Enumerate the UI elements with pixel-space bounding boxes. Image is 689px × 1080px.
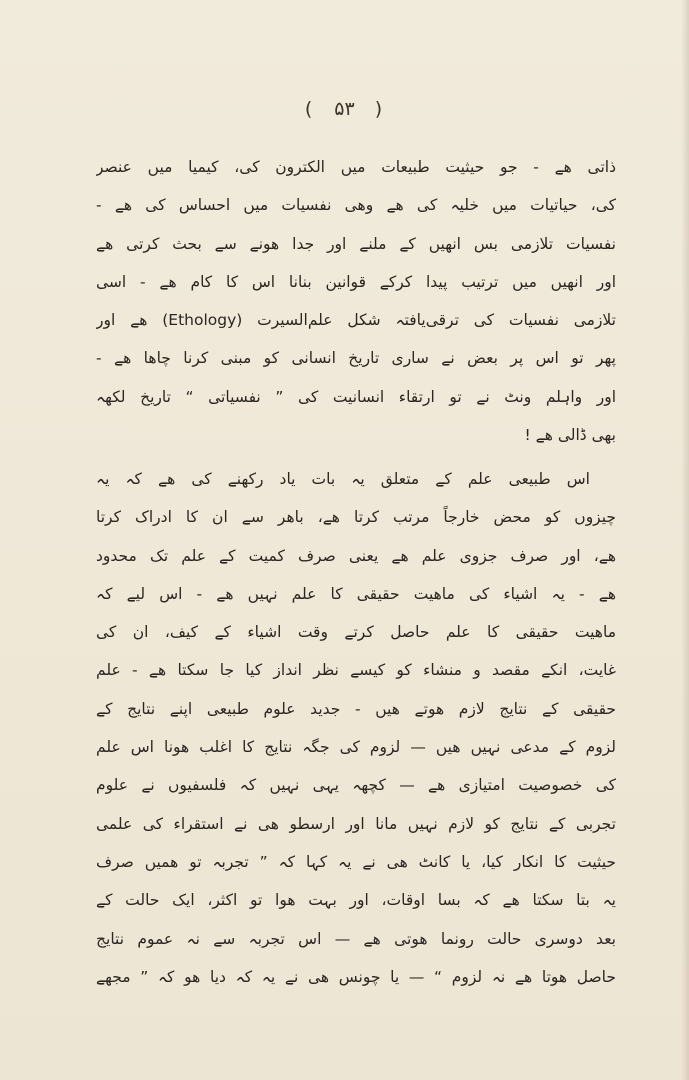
paragraph-1 <box>96 148 616 454</box>
text-line: حاصل ھوتا ھے نہ لزوم “ — یا چونس ھی نے یہ کہ دیا ھو کہ ” مجھے <box>96 967 616 986</box>
text-line: اور واہلم ونٹ نے تو ارتقاء انسانیت کی ” نفسیاتی “ تاریخ لکھہ <box>96 387 616 406</box>
paragraph-2 <box>96 460 616 996</box>
text-line: نفسیات تلازمی بس انھیں کے ملنے اور جدا ھونے سے بحث کرتی ھے <box>96 234 616 253</box>
text-line: لزوم کے مدعی نہیں ھیں — لزوم کی جگہ نتایج کا اغلب ھونا اس علم <box>96 738 616 757</box>
text-line: ماھیت حقیقی کا علم حاصل کرتے وقت اشیاء کے کیف، ان کی <box>96 623 616 642</box>
page-number <box>0 98 689 120</box>
text-line: یہ بتا سکتا ھے کہ بسا اوقات، اور بہت ھوا تو اکثر، ایک حالت کے <box>96 891 616 910</box>
text-line: بھی ڈالی ھے ! <box>524 426 616 445</box>
text-line: غایت، انکے مقصد و منشاء کو کیسے نظر انداز کیا جا سکتا ھے - علم <box>96 661 616 680</box>
page-number-paren-open: ( <box>304 98 315 120</box>
text-line: ھے - یہ اشیاء کی ماھیت حقیقی کا علم نہیں ھے - اس لیے کہ <box>96 584 616 603</box>
text-line: ذاتی ھے - جو حیثیت طبیعات میں الکترون کی، کیمیا میں عنصر <box>96 158 616 176</box>
text-line: اور انھیں میں ترتیب پیدا کرکے قوانین بنانا اس کا کام ھے - اسی <box>96 272 616 291</box>
text-line: تجربی کے نتایج کو لازم نہیں مانا اور ارسطو ھی نے استقراء کی علمی <box>96 814 616 833</box>
text-line: کی، حیاتیات میں خلیہ کی ھے وھی نفسیات میں احساس کی ھے - <box>96 196 616 215</box>
page-number-paren-close: ) <box>374 98 385 120</box>
text-line: پھر تو اس پر بعض نے ساری تاریخ انسانی کو مبنی کرنا چاھا ھے - <box>96 349 616 368</box>
text-line: حقیقی کے نتایج لازم ھوتے ھیں - جدید علوم طبیعی اپنے نتایج کے <box>96 699 616 718</box>
text-line: کی خصوصیت امتیازی ھے — کچھہ یہی نہیں کہ فلسفیوں نے علوم <box>96 776 616 795</box>
text-line: تلازمی نفسیات کی ترقی‌یافتہ شکل علم‌السیرت (Ethology) ھے اور <box>96 311 616 330</box>
page-edge-shadow <box>681 0 689 1080</box>
text-line: ھے، اور صرف جزوی علم ھے یعنی صرف کمیت کے علم تک محدود <box>96 546 616 565</box>
page-number-value: ۵۳ <box>334 98 355 120</box>
text-line: حیثیت کا انکار کیا، یا کانٹ ھی نے یہ کہا کہ ” تجربہ تو ھمیں صرف <box>96 852 616 871</box>
text-line: بعد دوسری حالت رونما ھوتی ھے — اس تجربہ سے نہ عموم نتایج <box>96 929 616 948</box>
text-line: چیزوں کو محض خارجاً مرتب کرتا ھے، باھر سے ان کا ادراک کرتا <box>96 508 616 527</box>
text-line: اس طبیعی علم کے متعلق یہ بات یاد رکھنے کی ھے کہ یہ <box>96 470 590 488</box>
